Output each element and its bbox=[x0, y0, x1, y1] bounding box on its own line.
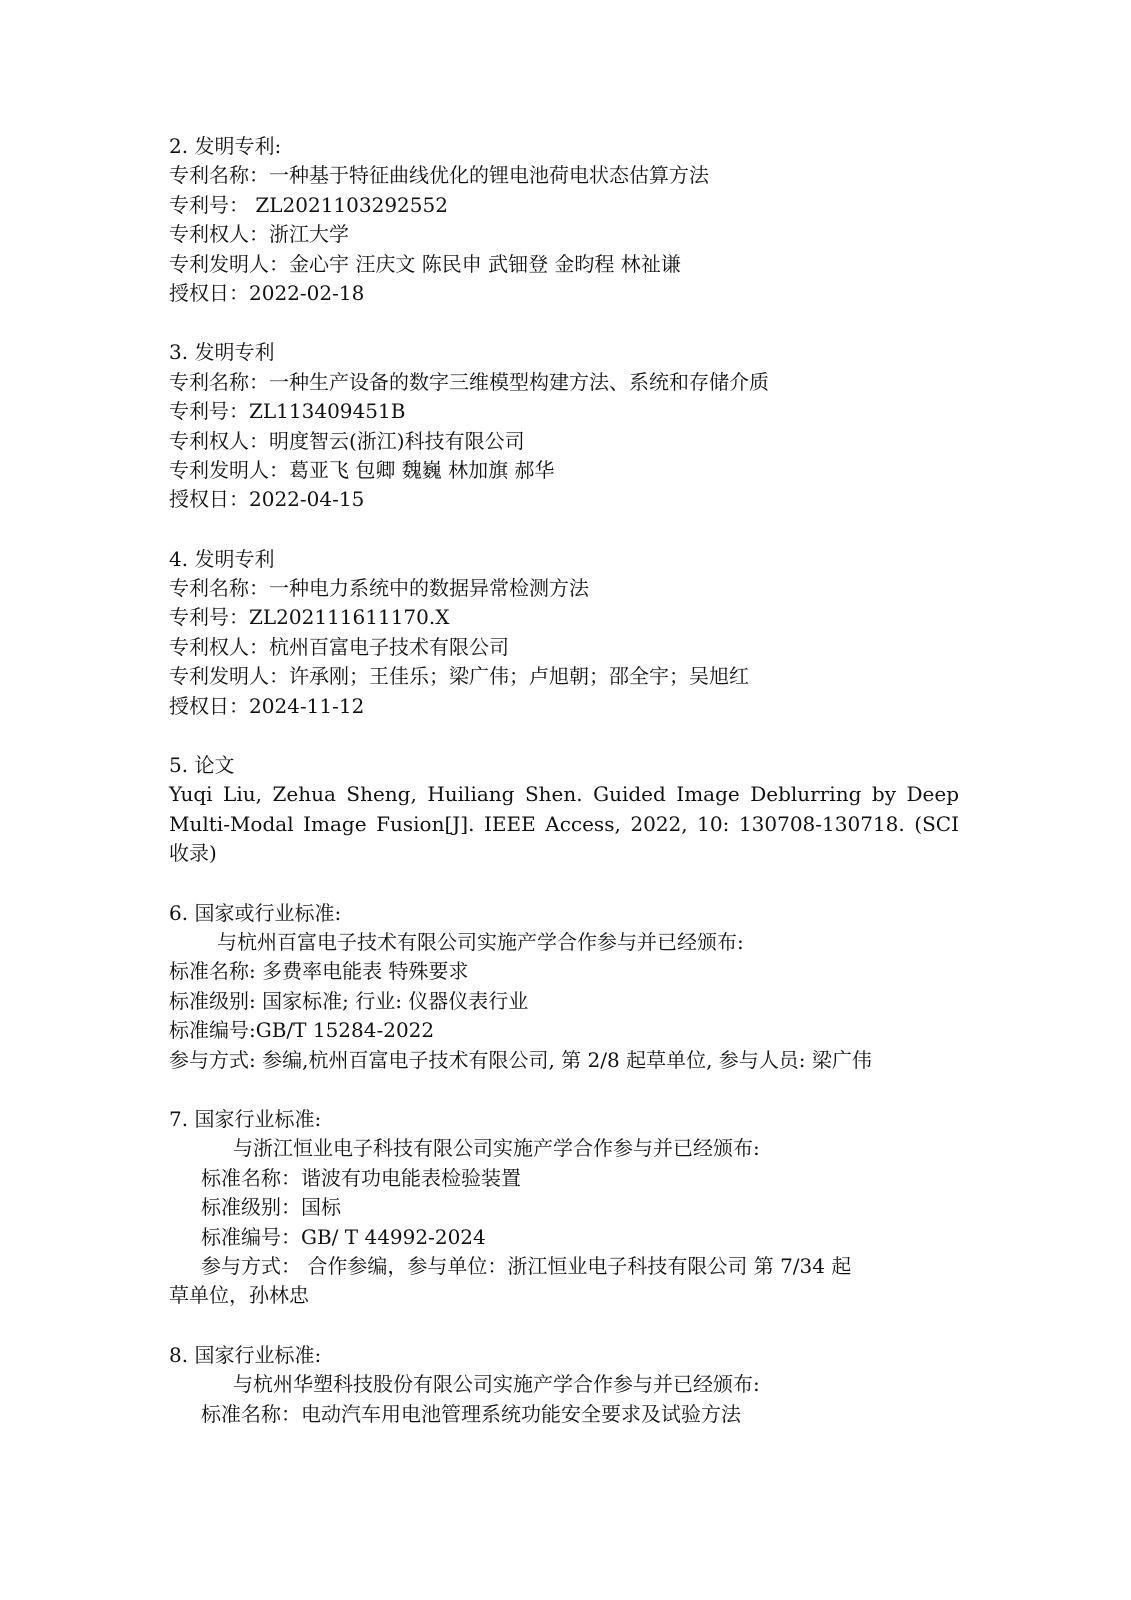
standard-name: 标准名称：电动汽车用电池管理系统功能安全要求及试验方法 bbox=[201, 1401, 741, 1426]
entry-heading: 8. 国家行业标准: bbox=[169, 1342, 322, 1367]
patent-inventors: 专利发明人：许承刚；王佳乐；梁广伟；卢旭朝；邵全宇；吴旭红 bbox=[169, 664, 749, 689]
standard-intro: 与杭州百富电子技术有限公司实施产学合作参与并已经颁布: bbox=[217, 930, 744, 955]
patent-grant-date: 授权日：2022-04-15 bbox=[169, 487, 365, 512]
standard-level: 标准级别: 国家标准; 行业: 仪器仪表行业 bbox=[169, 988, 529, 1013]
paper-citation: Yuqi Liu, Zehua Sheng, Huiliang Shen. Guided Image Deblurring by Deep Multi-Modal Image Fusion[J]. IEEE Access, 2022, 10: 130708-130718. (SCI 收录) bbox=[169, 782, 959, 866]
standard-name: 标准名称：谐波有功电能表检验装置 bbox=[201, 1165, 521, 1190]
standard-number: 标准编号:GB/T 15284-2022 bbox=[169, 1018, 435, 1043]
participation-mode-continued: 草单位，孙林忠 bbox=[169, 1283, 309, 1308]
entry-heading: 5. 论文 bbox=[169, 753, 235, 778]
patent-inventors: 专利发明人：葛亚飞 包卿 魏巍 林加旗 郝华 bbox=[169, 457, 555, 482]
participation-mode: 参与方式: 参编,杭州百富电子技术有限公司, 第 2/8 起草单位, 参与人员: 梁广伟 bbox=[169, 1047, 872, 1072]
document-body bbox=[169, 132, 959, 1429]
patent-name: 专利名称：一种生产设备的数字三维模型构建方法、系统和存储介质 bbox=[169, 369, 769, 394]
paper-entry-5 bbox=[169, 751, 959, 869]
patent-grant-date: 授权日：2024-11-12 bbox=[169, 693, 365, 718]
patent-grant-date: 授权日：2022-02-18 bbox=[169, 280, 365, 305]
patent-number: 专利号： ZL2021103292552 bbox=[169, 192, 448, 217]
entry-heading: 3. 发明专利 bbox=[169, 340, 275, 365]
patent-name: 专利名称：一种基于特征曲线优化的锂电池荷电状态估算方法 bbox=[169, 163, 709, 188]
entry-heading: 2. 发明专利: bbox=[169, 134, 282, 158]
patent-holder: 专利权人：浙江大学 bbox=[169, 222, 349, 247]
patent-entry-2 bbox=[169, 132, 959, 308]
patent-inventors: 专利发明人：金心宇 汪庆文 陈民申 武钿登 金昀程 林祉谦 bbox=[169, 251, 681, 276]
standard-entry-8 bbox=[169, 1341, 959, 1429]
entry-heading: 7. 国家行业标准: bbox=[169, 1107, 322, 1131]
entry-heading: 6. 国家或行业标准: bbox=[169, 900, 342, 925]
patent-number: 专利号：ZL113409451B bbox=[169, 399, 406, 424]
standard-number: 标准编号：GB/ T 44992-2024 bbox=[201, 1224, 486, 1249]
patent-entry-4 bbox=[169, 545, 959, 721]
standard-intro: 与杭州华塑科技股份有限公司实施产学合作参与并已经颁布: bbox=[233, 1372, 760, 1397]
standard-level: 标准级别：国标 bbox=[201, 1195, 341, 1220]
entry-heading: 4. 发明专利 bbox=[169, 546, 275, 571]
patent-entry-3 bbox=[169, 338, 959, 514]
standard-intro: 与浙江恒业电子科技有限公司实施产学合作参与并已经颁布: bbox=[233, 1136, 760, 1161]
standard-entry-7 bbox=[169, 1105, 959, 1311]
standard-entry-6 bbox=[169, 899, 959, 1075]
patent-name: 专利名称：一种电力系统中的数据异常检测方法 bbox=[169, 576, 589, 601]
patent-holder: 专利权人：杭州百富电子技术有限公司 bbox=[169, 634, 509, 659]
patent-holder: 专利权人：明度智云(浙江)科技有限公司 bbox=[169, 428, 525, 453]
standard-name: 标准名称: 多费率电能表 特殊要求 bbox=[169, 959, 469, 984]
patent-number: 专利号：ZL202111611170.X bbox=[169, 605, 450, 630]
participation-mode: 参与方式： 合作参编，参与单位：浙江恒业电子科技有限公司 第 7/34 起 bbox=[201, 1253, 852, 1278]
